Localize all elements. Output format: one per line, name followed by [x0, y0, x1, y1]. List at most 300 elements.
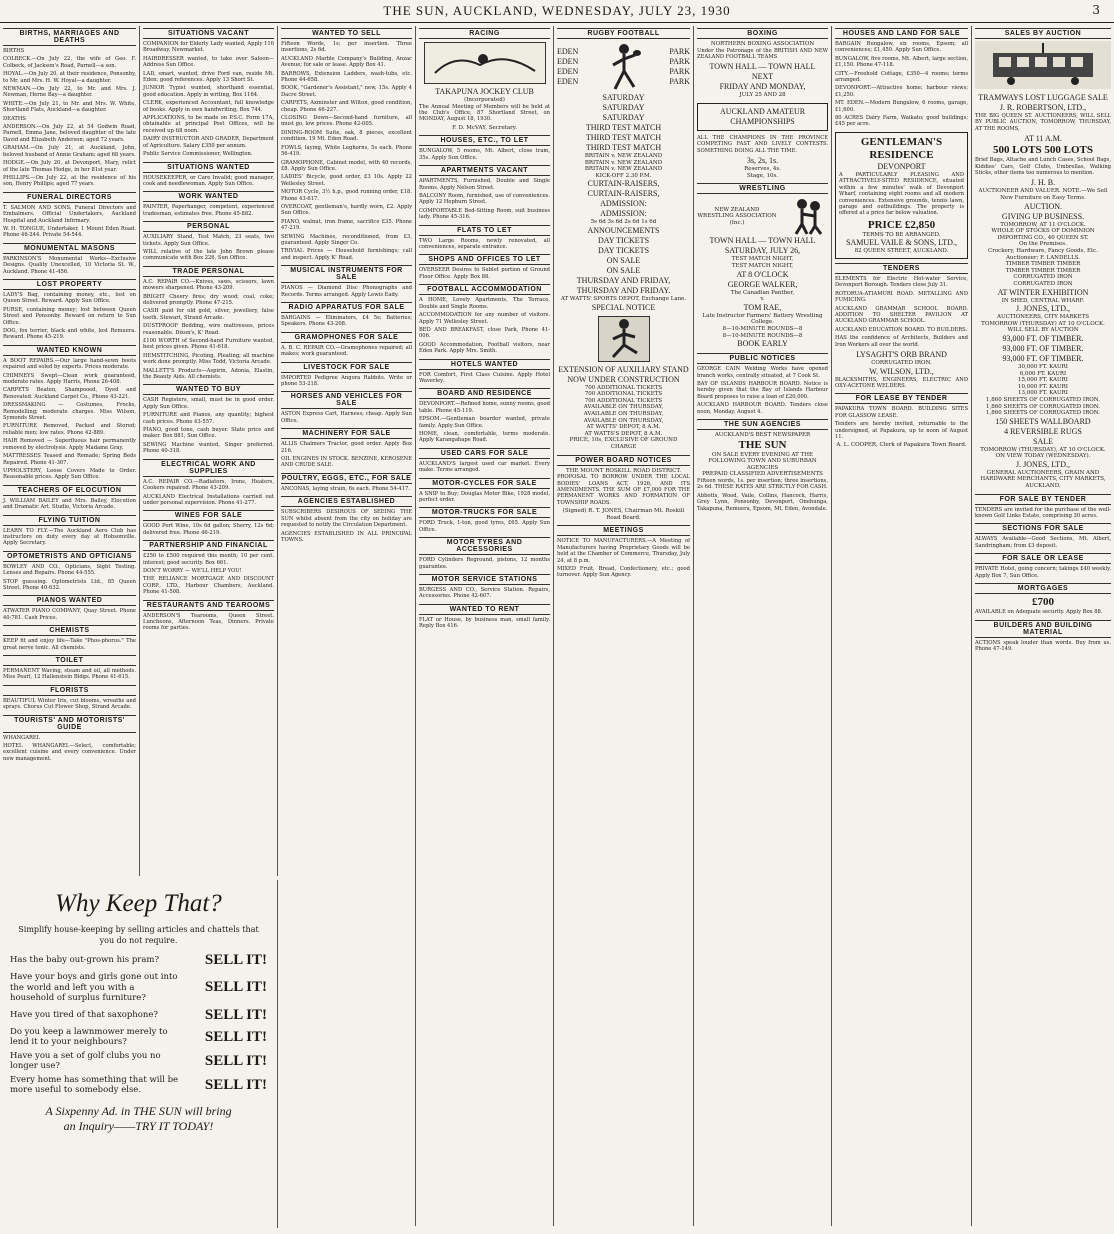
classified-section — [143, 540, 274, 595]
classified-item: FLAT or House, by business man, small family. Reply Box 416. — [419, 616, 550, 630]
classified-item: DRESSMAKING — Costumes, Frocks, Remodelling; moderate charges. Miss Wilson, Symonds Street. — [3, 402, 136, 422]
classified-section — [281, 265, 412, 298]
residence-ad — [835, 132, 968, 259]
section-heading: FUNERAL DIRECTORS — [3, 192, 136, 203]
tram-illustration-icon — [975, 41, 1111, 89]
classified-section — [281, 28, 412, 261]
meetings-section — [557, 525, 690, 578]
club-notice: The Annual Meeting of Members will be held at the Club's Office, 87 Shortland Street, on MONDAY, August 18, 1930. — [419, 103, 550, 123]
classified-item: HOYAL.—On July 20, at their residence, Ponsonby, to Mr. and Mrs. H. W. Hoyal—a daughter. — [3, 71, 136, 84]
classified-section — [281, 428, 412, 469]
winter-exhibition: AT WINTER EXHIBITION — [997, 287, 1089, 297]
classified-item: CHIMNEYS Swept—Clean work guaranteed, moderate rates. Apply Harris, Phone 26-408. — [3, 372, 136, 386]
classified-item: OVERSEER Desires to Sublet portion of Ground Floor Office. Apply Box 88. — [419, 267, 550, 280]
rugby-heading: RUGBY FOOTBALL — [557, 28, 690, 39]
britain-line: BRITAIN v. NEW ZEALAND — [584, 159, 663, 166]
wrestling-heading: WRESTLING — [697, 183, 828, 194]
meetings-notice-2: MIXED Fruit, Bread, Confectionery, etc.; good turnover. Apply Sun Agency. — [557, 565, 690, 579]
classified-item: A SNIP to Buy; Douglas Motor Bike, 1928 model, perfect order. — [419, 490, 550, 503]
championship-box — [697, 103, 828, 131]
classified-item: WHITE.—On July 21, to Mr. and Mrs. W. White, Shortland Flats, Auckland—a daughter. — [3, 100, 136, 114]
wrestling-time: AT 8 O'CLOCK — [736, 269, 789, 279]
admission-line: ADMISSION: — [600, 209, 647, 219]
section-heading: TRADE PERSONAL — [143, 266, 274, 277]
day-ticket-line: THURSDAY AND FRIDAY. — [576, 285, 671, 295]
ad-footer — [10, 1104, 267, 1134]
wrestling-hall: TOWN HALL — TOWN HALL — [709, 236, 816, 246]
residence-title-2: RESIDENCE — [869, 148, 934, 161]
day-ticket-line: ON SALE — [606, 255, 641, 265]
classified-item: IMPORTED Pedigree Angora Rabbits. Write or phone 53-218. — [281, 374, 412, 388]
section-heading: SITUATIONS WANTED — [143, 162, 274, 173]
park-line: PARK — [669, 47, 690, 56]
classified-item: FOWLS, laying, White Leghorns, 5s each. Phone 56-419. — [281, 144, 412, 158]
power-board-subheading: THE MOUNT ROSKILL ROAD DISTRICT. — [566, 467, 681, 474]
section-heading: POULTRY, EGGS, ETC., FOR SALE — [281, 474, 412, 482]
classified-item: MOTOR Cycle, 3½ h.p., good running order, £18. Phone 43-617. — [281, 189, 412, 202]
classified-section — [3, 345, 136, 481]
park-line: PARK — [669, 57, 690, 66]
tenders-heading: TENDERS — [835, 263, 968, 274]
classified-item: J. WILLIAM BAILEY and Mrs. Bailey, Elocution and Dramatic Art. Studio, Victoria Arcade. — [3, 497, 136, 511]
section-heading: APARTMENTS VACANT — [419, 165, 550, 176]
classified-item: BURGESS AND CO., Service Station. Repairs, Accessories. Phone 42-607. — [419, 587, 550, 600]
houses-land-heading: HOUSES AND LAND FOR SALE — [835, 28, 968, 39]
houses-list — [835, 41, 968, 128]
classified-item: PIANO, good tone, cash buyer. State price and maker. Box 881, Sun Office. — [143, 427, 274, 440]
tender-item: ROTORUA-ATIAMURI ROAD. METALLING AND FUMICING. — [835, 290, 968, 304]
kickoff: KICK-OFF 2.30 P.M. — [595, 172, 652, 179]
column-classifieds-2 — [140, 26, 278, 876]
classified-item: DAIRY INSTRUCTOR AND GRADER, Department of Agriculture. Salary £350 per annum. — [143, 136, 274, 149]
ad-row — [10, 1051, 267, 1072]
section-heading: WORK WANTED — [143, 191, 274, 202]
classified-section — [3, 595, 136, 621]
column-racing — [416, 26, 554, 1226]
championship-title: AUCKLAND AMATEUR CHAMPIONSHIPS — [719, 107, 806, 126]
auction-heading: AUCTION. — [1024, 201, 1062, 211]
sell-it-label: SELL IT! — [204, 979, 267, 996]
lease-item: PAPAKURA TOWN BOARD. BUILDING SITES FOR GLASSOW LEASE. — [835, 406, 968, 419]
classified-item: DOG, fox terrier, black and white, lost Remuera. Reward. Phone 45-219. — [3, 328, 136, 341]
classified-item: CASH paid for old gold, silver, jewellery, false teeth. Stewart, Strand Arcade. — [143, 308, 274, 321]
classified-section — [3, 192, 136, 239]
jones-name-2: J. JONES, LTD., — [1016, 459, 1070, 469]
classified-item: COMFORTABLE Bed-Sitting Room, suit business lady. Phone 45-316. — [419, 207, 550, 221]
iron-sheet-line: 1,860 SHEETS OF CORRUGATED IRON. — [986, 410, 1100, 417]
whole-stocks: WHOLE OF STOCKS OF DOMINION IMPORTING CO., 40 QUEEN ST. — [991, 228, 1095, 241]
classified-section — [3, 243, 136, 275]
kauri-size: 10,000 FT. KAURI — [1018, 383, 1068, 390]
section-heading: PIANOS WANTED — [3, 595, 136, 606]
round-line: 8—10-MINUTE ROUNDS—8 — [722, 332, 803, 339]
classified-section — [419, 448, 550, 474]
announcements-heading: ANNOUNCEMENTS — [587, 225, 660, 235]
section-heading: LOST PROPERTY — [3, 279, 136, 290]
classified-item: BOOK, "Gardener's Assistant," new, 15s. Apply 4 Dacre Street. — [281, 85, 412, 98]
classified-item: CLERK, experienced Accountant, full knowledge of books. Apply in own handwriting, Box 744. — [143, 100, 274, 113]
premises: On the Premises. — [1019, 241, 1067, 248]
classified-item: AGENCIES ESTABLISHED IN ALL PRINCIPAL TOWNS. — [281, 530, 412, 543]
classified-item: CARPETS Beaten, Shampooed, Dyed and Renovated. Auckland Carpet Co., Phone 43-221. — [3, 387, 136, 400]
classified-section — [143, 191, 274, 217]
tender-item: AUCKLAND GRAMMAR SCHOOL BOARD. ADDITION TO SHELTER PAVILION AT AUCKLAND GRAMMAR SCHOOL. — [835, 305, 968, 325]
classified-item: ACCOMMODATION for any number of visitors. Apply 71 Wellesley Street. — [419, 312, 550, 325]
classified-item: ANCONAS, laying strain, 6s each. Phone 54-417. — [281, 485, 410, 492]
price-line: PRICE, 10s, EXCLUSIVE OF GROUND CHARGE — [569, 437, 678, 450]
classified-item: HOME, clean, comfortable, terms moderate. Apply Karangahape Road. — [419, 430, 550, 444]
classified-section — [143, 221, 274, 262]
classified-item: £250 to £500 required this month; 10 per cent. interest; good security. Box 661. — [143, 553, 274, 566]
sun-agencies-tagline: AUCKLAND'S BEST NEWSPAPER — [714, 432, 811, 438]
sun-agencies-text: ON SALE EVERY EVENING AT THE FOLLOWING TOWN AND SUBURBAN AGENCIES — [708, 451, 817, 471]
classified-item: TRIVIAL Prices — Household furnishings; call and inspect. Apply K' Road. — [281, 248, 412, 261]
classified-item: ASTON Express Cart, Harness; cheap. Apply Sun Office. — [281, 411, 412, 424]
tender-item: AUCKLAND EDUCATION BOARD. TO BUILDERS. — [835, 326, 968, 333]
classified-item: JUNIOR Typist wanted, shorthand essential, good education. Apply in writing, Box 1164. — [143, 85, 274, 98]
tomorrow-time-2: TOMORROW (THURSDAY) AT 10 O'CLOCK. — [981, 320, 1105, 327]
column-boxing — [694, 26, 832, 1226]
wrestling-night: TEST MATCH NIGHT, — [731, 263, 794, 269]
rugs: 4 REVERSIBLE RUGS — [1004, 426, 1082, 436]
residence-agent-address: 82 QUEEN STREET, AUCKLAND. — [854, 248, 949, 255]
classified-section — [143, 510, 274, 536]
classified-section — [3, 655, 136, 681]
section-heading: WANTED KNOWN — [3, 345, 136, 356]
classified-item: AUCKLAND Marble Company's Building, Anzac Avenue; for sale or lease. Apply Box 41. — [281, 55, 412, 69]
classified-item: DINING-ROOM Suite, oak, 8 pieces, excellent condition. 19 Mt. Eden Road. — [281, 129, 412, 143]
kauri-size: 13,000 FT. KAURI — [1018, 390, 1068, 397]
classified-section — [3, 551, 136, 592]
britain-line: BRITAIN v. NEW ZEALAND — [584, 166, 663, 173]
power-board-notice: PROPOSAL TO BORROW UNDER THE LOCAL BODIES' LOANS ACT, 1926, AND ITS AMENDMENTS. THE SUM OF £7,000 FOR THE PERMANENT WORKS AND FORMATION OF TOWNSHIP ROADS. — [557, 474, 690, 506]
club-name: TAKAPUNA JOCKEY CLUB — [435, 87, 534, 96]
classified-item: A BOOT REPAIRS.—Our large hand-sewn boots repaired and soled by experts. Prices moderate. — [3, 357, 136, 371]
rugby-section — [557, 28, 690, 451]
classified-item: HEMSTITCHING, Picoting, Pleating; all machine work done promptly. Miss Todd, Victoria Arcade. — [143, 352, 274, 366]
jones-name: J. JONES, LTD., — [1016, 304, 1070, 314]
curtain-line: CURTAIN-RAISERS, — [587, 179, 660, 189]
section-heading: MONUMENTAL MASONS — [3, 243, 136, 254]
eden-line: EDEN — [557, 77, 579, 86]
classified-item: ATWATER PIANO COMPANY, Quay Street. Phone 40-781. Cash Prices. — [3, 608, 136, 621]
wrestlers-illustration-icon — [788, 196, 828, 236]
section-heading: FLYING TUITION — [3, 515, 136, 526]
jhb-name: J. H. B. — [1030, 178, 1056, 188]
day-ticket-line: DAY TICKETS — [597, 235, 650, 245]
tramways-heading: TRAMWAYS LOST LUGGAGE SALE — [978, 93, 1108, 102]
section-heading: BIRTHS, MARRIAGES AND DEATHS — [3, 28, 136, 46]
classified-section — [3, 279, 136, 341]
mortgages-section — [975, 583, 1111, 615]
ticket-line: AT WATTS'S DEPOT, 8 A.M. — [584, 430, 663, 437]
classified-section — [3, 685, 136, 711]
classified-section — [419, 574, 550, 600]
ticket-line: 700 ADDITIONAL TICKETS — [584, 391, 663, 398]
mortgages-heading: MORTGAGES — [975, 583, 1111, 594]
kauri-size: 15,000 FT. KAURI — [1018, 377, 1068, 384]
lease-item: Tenders are hereby invited, returnable to the undersigned, at Papakura, up to noon of August 11. — [835, 421, 968, 440]
classified-item: HAIRDRESSER wanted, to take over Saloon—Address Sun Office. — [143, 55, 274, 69]
saturday-line: SATURDAY — [602, 93, 645, 102]
builders-section — [975, 620, 1111, 653]
classified-item: COLBECK.—On July 22, the wife of Geo. F. Colbeck, of Jackson's Road, Parnell—a son. — [3, 56, 136, 69]
timber-line: TIMBER TIMBER TIMBER — [1005, 261, 1081, 268]
sale-heading: SALE — [1033, 436, 1053, 446]
championship-prices: 3s, 2s, 1s. — [746, 156, 779, 166]
classified-item: HAIR Removed — Superfluous hair permanently removed by electrolysis. Apply Madame Gray. — [3, 438, 136, 451]
sales-auction-section — [975, 28, 1111, 490]
classified-item: BRIGHT Cheery fires; dry wood; coal, coke; delivered promptly. Phone 47-215. — [143, 293, 274, 306]
classified-section — [419, 165, 550, 220]
column-property — [832, 26, 972, 1226]
section-heading: MOTOR TYRES AND ACCESSORIES — [419, 537, 550, 555]
test-match-line: THIRD TEST MATCH — [585, 143, 662, 152]
residence-description: A PARTICULARLY PLEASING AND ATTRACTIVELY-SITED RESIDENCE, situated within a few minutes' walk of Devonport Wharf, containing eight rooms and all modern conveniences. Extensive grounds, tennis lawn, garage and outbuildings. The property is offered at a price far below valuation. — [839, 171, 964, 217]
classified-section — [143, 459, 274, 507]
column-classifieds-1 — [0, 26, 140, 876]
eden-line: EDEN — [557, 67, 579, 76]
meetings-notice: NOTICE TO MANUFACTURERS.—A Meeting of Manufacturers having Proprietary Goods will be held at the Chamber of Commerce, Thursday, July 24, at 8 p.m. — [557, 538, 690, 564]
classified-item: LAD, smart, wanted, drive Ford van, reside Mt. Eden; good references. Apply 13 Short St. — [143, 70, 274, 84]
club-subtitle: (Incorporated) — [464, 97, 505, 103]
builders-heading: BUILDERS AND BUILDING MATERIAL — [975, 620, 1111, 638]
sell-it-label: SELL IT! — [204, 1076, 267, 1093]
classified-section — [143, 28, 274, 158]
section-heading: USED CARS FOR SALE — [419, 448, 550, 459]
classified-item: GOOD Port Wine, 10s 6d gallon; Sherry, 12s 6d; delivered free. Phone 46-219. — [143, 523, 274, 536]
admission-line: ADMISSION: — [600, 199, 647, 209]
day-ticket-line: ON SALE — [606, 265, 641, 275]
sun-agencies-section — [697, 419, 828, 512]
admission-prices: 5s 6d 3s 6d 2s 6d 1s 6d — [590, 219, 657, 226]
classified-item: BALCONY Room, furnished, use of conveniences. Apply 12 Hepburn Street. — [419, 193, 550, 206]
classified-item: PIANO, walnut, iron frame, sacrifice £35. Phone 47-219. — [281, 218, 412, 232]
classified-section — [281, 391, 412, 424]
wilson-name: W. WILSON, LTD., — [869, 366, 934, 376]
admission-lines — [557, 199, 690, 219]
eden-line: EDEN — [557, 57, 579, 66]
classified-section — [3, 485, 136, 511]
classified-item: FORD Truck, 1-ton, good tyres, £65. Apply Sun Office. — [419, 520, 550, 533]
classified-item: OIL ENGINES IN STOCK. BENZINE, KEROSENE AND CRUDE SALE. — [281, 456, 412, 469]
classified-item: BOWLEY AND CO., Opticians, Sight Testing. Lenses and Repairs. Phone 44-555. — [3, 563, 136, 577]
ad-question: Has the baby out-grown his pram? — [10, 955, 160, 966]
wrestler-desc: The Canadian Panther, — [730, 289, 795, 296]
sell-it-label: SELL IT! — [204, 1006, 267, 1023]
ticket-line: AVAILABLE ON THURSDAY, — [583, 404, 664, 411]
section-heading: TOURISTS' AND MOTORISTS' GUIDE — [3, 715, 136, 733]
classified-item: LADIES' Bicycle, good order, £3 10s. Apply 22 Wellesley Street. — [281, 174, 412, 187]
tender-item: ELEMENTS for Electric Hot-water Service, Devonport Borough. Tenders close July 31. — [835, 275, 968, 289]
boxing-heading: BOXING — [697, 28, 828, 39]
wrestler-name: GEORGE WALKER, — [727, 279, 798, 289]
ticket-line: AVAILABLE ON THURSDAY, — [583, 417, 664, 424]
section-heading: TEACHERS OF ELOCUTION — [3, 485, 136, 496]
classified-section — [281, 302, 412, 328]
section-heading: MACHINERY FOR SALE — [281, 428, 412, 439]
kauri-sizes — [975, 364, 1111, 397]
ad-title: Why Keep That? — [55, 890, 222, 917]
sections-sale-heading: SECTIONS FOR SALE — [975, 523, 1111, 534]
classified-item: GRAHAM.—On July 21, at Auckland, John, beloved husband of Annie Graham; aged 68 years. — [3, 145, 136, 158]
sell-it-label: SELL IT! — [204, 1052, 267, 1069]
sell-it-label: SELL IT! — [204, 1028, 267, 1045]
classified-section — [419, 225, 550, 251]
on-view: ON VIEW TODAY (WEDNESDAY). — [995, 453, 1091, 460]
classified-section — [419, 359, 550, 385]
opponent-desc: Late Instructor Farmers' Battery Wrestling College. — [702, 312, 823, 326]
classified-item: HOTEL WHANGAREI.—Select, comfortable; excellent cuisine and every convenience. Under new management. — [3, 743, 136, 762]
classified-item: PURSE, containing money; lost between Queen Street and Ponsonby. Reward on return to Sun Office. — [3, 306, 136, 326]
ad-question: Have your boys and girls gone out into the world and left you with a household of surplus furniture? — [10, 972, 178, 1003]
classified-item: FOR Comfort, First Class Cuisine. Apply Hotel Waverley. — [419, 371, 550, 384]
robertson-text: THE BIG QUEEN ST. AUCTIONEERS, WILL SELL BY PUBLIC AUCTION, TOMORROW, THURSDAY, AT THE ROOMS, — [975, 113, 1111, 132]
classified-item: SUBSCRIBERS DESIROUS OF SEEING THE SUN whilst absent from the city on holiday are requested to notify the Circulation Department. — [281, 509, 412, 529]
section-heading: HORSES AND VEHICLES FOR SALE — [281, 391, 412, 409]
section-heading: FOOTBALL ACCOMMODATION — [419, 284, 550, 295]
classified-item: A. B. C. REPAIR CO.—Gramophones repaired; all makes; work guaranteed. — [281, 344, 412, 358]
tomorrow-time: TOMORROW, AT 11 O'CLOCK. — [1000, 221, 1086, 228]
sell-it-label: SELL IT! — [204, 952, 267, 968]
classified-section — [419, 254, 550, 280]
classified-item: APPLICATIONS, to be made on P.S.C. Form 17A, obtainable at principal Post Offices, will be received up till noon. — [143, 115, 274, 134]
section-heading: GRAMOPHONES FOR SALE — [281, 332, 412, 343]
public-notices-heading: PUBLIC NOTICES — [697, 353, 828, 364]
classified-section — [3, 715, 136, 763]
kauri-size: 6,000 FT. KAURI — [1019, 370, 1067, 377]
timber-line: TIMBER TIMBER TIMBER — [1005, 267, 1081, 274]
sports-note: AT WATTS' SPORTS DEPOT, Exchange Lane. — [560, 295, 687, 302]
saturday-lines — [557, 93, 690, 123]
classified-item: FURNITURE and Pianos, any quantity; highest cash prices. Phone 43-557. — [143, 412, 274, 425]
classified-item: Public Service Commissioner, Wellington. — [143, 151, 253, 158]
boxing-dates: FRIDAY AND MONDAY, — [719, 82, 806, 92]
classified-section — [3, 515, 136, 547]
page-number: 3 — [1092, 3, 1100, 17]
section-heading: MUSICAL INSTRUMENTS FOR SALE — [281, 265, 412, 283]
classified-item: A HOME, Lovely Apartments, The Terrace. Double and Single Rooms. — [419, 297, 550, 310]
classified-item: BEAUTIFUL Winter Iris, cut blooms, wreaths and sprays. Chorus Cut Flower Shop, Strand Arcade. — [3, 697, 136, 711]
classified-section — [281, 496, 412, 543]
section-heading: RESTAURANTS AND TEAROOMS — [143, 600, 274, 611]
classified-item: GOOD Accommodation, Football visitors, near Eden Park. Apply Mrs. Smith. — [419, 341, 550, 355]
classified-item: LEARN TO FLY.—The Auckland Aero Club has instructors on duty every day at Hobsonville. Apply Secretary. — [3, 527, 136, 547]
wrestling-assoc: NEW ZEALAND WRESTLING ASSOCIATION (Inc.) — [697, 206, 777, 226]
ad-footer-line-1: A Sixpenny Ad. in THE SUN will bring — [45, 1103, 232, 1118]
power-board-section — [557, 455, 690, 522]
classified-item: BED AND BREAKFAST, close Park, Phone 41-006. — [419, 326, 550, 340]
classified-item: MATTRESSES Teased and Remade; Spring Beds Repaired. Phone 41-367. — [3, 453, 136, 466]
boxing-assoc-sub: Under the Patronage of the BRITISH AND NEW ZEALAND FOOTBALL TEAMS — [697, 47, 828, 60]
section-heading: RADIO APPARATUS FOR SALE — [281, 302, 412, 313]
classified-item: FORD Cylinders Reground, pistons, 12 months guarantee. — [419, 557, 550, 570]
classified-item: CASH Registers, small, must be in good order. Apply Sun Office. — [143, 397, 274, 410]
section-heading: PARTNERSHIP AND FINANCIAL — [143, 540, 274, 551]
classified-item: AUXILIARY Stand, Test Match, 23 seats, two tickets. Apply Sun Office. — [143, 234, 274, 247]
classified-section — [143, 600, 274, 632]
test-lines — [557, 123, 690, 153]
tomorrow-time-3: TOMORROW (THURSDAY), AT 10 O'CLOCK. — [980, 446, 1106, 453]
classified-item: W. H. TONGUE, Undertaker, 1 Mount Eden Road. Phone 46-244. Private 54-544. — [3, 225, 136, 239]
ticket-line: AT WATTS' DEPOT, 8 A.M. — [586, 424, 661, 431]
classified-item: WILL relative of the late John Brown please communicate with Box 226, Sun Office. — [143, 248, 274, 262]
classified-item: HOUSEKEEPER, or Care Invalid; good manager, cook and needlewoman. Apply Sun Office. — [143, 174, 274, 187]
prepaid-text: Fifteen words, 1s. per insertion; three insertions, 2s 6d. THESE RATES ARE STRICTLY FOR CASH. — [697, 477, 828, 491]
builders-text: ACTIONS speak louder than words. Buy from us. Phone 47-149. — [975, 639, 1111, 652]
iron-line: CORRUGATED IRON — [1013, 274, 1073, 281]
section-heading: AGENCIES ESTABLISHED — [281, 496, 412, 507]
power-board-signature: (Signed) R. T. JONES, Chairman Mt. Roskill Road Board. — [562, 508, 685, 521]
wrestling-vs: v. — [760, 296, 765, 303]
column-auctions — [972, 26, 1114, 1226]
eden-lines — [557, 47, 578, 87]
classified-item: THE RELIANCE MORTGAGE AND DISCOUNT CORP., LTD., Harbour Chambers, Auckland. Phone 41-508. — [143, 576, 274, 596]
wrestling-header-row — [697, 196, 828, 236]
championship-stage: Stage, 10s. — [746, 172, 779, 179]
shed-location: IN SHED, CENTRAL WHARF. — [1001, 297, 1085, 304]
house-item: CITY.—Freehold Cottage, £350—4 rooms; terms arranged. — [835, 70, 968, 84]
classified-section — [419, 507, 550, 533]
sale-lease-heading: FOR SALE OR LEASE — [975, 553, 1111, 564]
col4-classifieds — [419, 135, 550, 629]
public-notice-item: GEORGE CAIN Welding Works have opened branch works, centrally situated, at 7 Cook St. — [697, 366, 828, 379]
classified-item: SEWING Machine wanted, Singer preferred. Phone 40-318. — [143, 441, 274, 455]
ad-question: Do you keep a lawnmower merely to lend it to your neighbours? — [10, 1026, 168, 1047]
timber-quantities — [975, 334, 1111, 364]
iron-line: CORRUGATED IRON — [1013, 280, 1073, 287]
why-keep-that-ad — [0, 880, 278, 1228]
wrestling-test: TEST MATCH NIGHT, — [731, 256, 794, 263]
club-signature: F. D. McVAY, Secretary. — [452, 124, 517, 131]
section-heading: WINES FOR SALE — [143, 510, 274, 521]
section-heading: WANTED TO RENT — [419, 604, 550, 615]
ad-row — [10, 972, 267, 1004]
classified-item: HODGE.—On July 20, at Devonport, Mary, relict of the late Thomas Hodge, in her 81st year. — [3, 160, 136, 173]
iron-lines — [975, 274, 1111, 287]
robertson-name: J. R. ROBERTSON, LTD., — [999, 103, 1087, 112]
section-heading: WANTED TO SELL — [281, 28, 412, 39]
ad-row — [10, 1007, 267, 1024]
timber-quantity: 93,000 FT. OF TIMBER. — [1002, 353, 1084, 363]
ad-question: Have you tired of that saxophone? — [10, 1009, 158, 1020]
classified-item: GRAMOPHONE, Cabinet model, with 40 records, £8. Apply Sun Office. — [281, 159, 412, 172]
tenders-list — [835, 276, 968, 348]
classified-item: PARKINSON'S Monumental Works—Exclusive Designs. Quality Unexcelled, 10 Victoria St. W., Auckland. Phone 41-456. — [3, 255, 136, 275]
section-heading: CHEMISTS — [3, 625, 136, 636]
section-heading: MOTOR-CYCLES FOR SALE — [419, 478, 550, 489]
ad-question: Have you a set of golf clubs you no longer use? — [10, 1050, 161, 1071]
test-match-line: THIRD TEST MATCH — [585, 133, 662, 142]
classified-item: ALLIS Chalmers Tractor, good order. Apply Box 216. — [281, 441, 412, 454]
classified-item: DON'T WORRY — WE'LL HELP YOU! — [143, 567, 242, 574]
section-heading: ELECTRICAL WORK AND SUPPLIES — [143, 459, 274, 477]
opponent-name: TOM RAE, — [743, 302, 782, 312]
ad-footer-line-2: an Inquiry——TRY IT TODAY! — [63, 1118, 214, 1133]
sun-logo: THE SUN — [738, 438, 787, 451]
iron-sheets — [975, 397, 1111, 417]
timber-quantity: 93,000 FT. OF TIMBER. — [1002, 343, 1084, 353]
masthead — [0, 0, 1114, 23]
section-heading: FLORISTS — [3, 685, 136, 696]
classified-item: LADY'S Bag, containing money, etc., lost on Queen Street. Reward. Apply Sun Office. — [3, 291, 136, 305]
classified-item: UPHOLSTERY, Loose Covers Made to Order. Reasonable prices. Apply Sun Office. — [3, 467, 136, 481]
jhb-text: AUCTIONEER AND VALUER. NOTE.—We Sell New Furniture on Easy Terms. — [978, 188, 1108, 202]
boxing-next: NEXT — [751, 72, 774, 82]
ticket-line: AVAILABLE ON THURSDAY, — [583, 410, 664, 417]
saturday-line: SATURDAY — [602, 113, 645, 122]
ad-rows — [10, 952, 267, 1096]
